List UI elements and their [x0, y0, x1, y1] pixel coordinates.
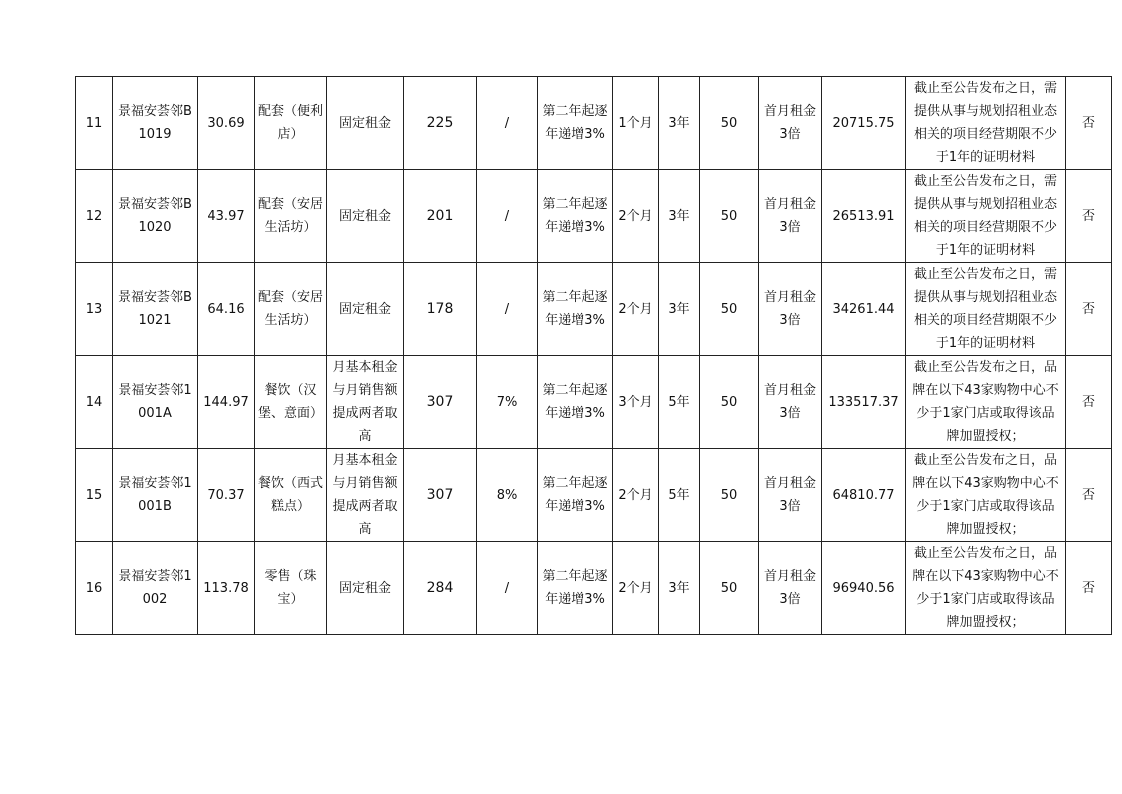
cell-name: 景福安荟邻1001B — [113, 449, 198, 542]
cell-price: 284 — [404, 542, 477, 635]
table-row — [76, 263, 1112, 356]
lease-table-container — [75, 76, 1111, 635]
cell-name: 景福安荟邻B1021 — [113, 263, 198, 356]
cell-deposit: 首月租金3倍 — [759, 263, 822, 356]
cell-deposit: 首月租金3倍 — [759, 449, 822, 542]
cell-term: 3年 — [659, 170, 700, 263]
cell-requirement: 截止至公告发布之日，品牌在以下43家购物中心不少于1家门店或取得该品牌加盟授权； — [906, 356, 1066, 449]
cell-flag: 否 — [1066, 356, 1112, 449]
cell-free-period: 2个月 — [613, 449, 659, 542]
cell-amount: 133517.37 — [822, 356, 906, 449]
cell-free-period: 2个月 — [613, 263, 659, 356]
cell-rent-type: 固定租金 — [327, 77, 404, 170]
cell-flag: 否 — [1066, 170, 1112, 263]
cell-no: 15 — [76, 449, 113, 542]
cell-rent-type: 月基本租金与月销售额提成两者取高 — [327, 356, 404, 449]
cell-no: 13 — [76, 263, 113, 356]
cell-rent-type: 固定租金 — [327, 263, 404, 356]
table-row — [76, 77, 1112, 170]
cell-increase: 第二年起逐年递增3% — [538, 263, 613, 356]
cell-name: 景福安荟邻1002 — [113, 542, 198, 635]
cell-deposit: 首月租金3倍 — [759, 356, 822, 449]
cell-ratio: 7% — [477, 356, 538, 449]
table-row — [76, 170, 1112, 263]
cell-use: 配套（安居生活坊） — [255, 263, 327, 356]
cell-score: 50 — [700, 170, 759, 263]
cell-area: 113.78 — [198, 542, 255, 635]
cell-ratio: / — [477, 77, 538, 170]
cell-rent-type: 固定租金 — [327, 170, 404, 263]
cell-amount: 26513.91 — [822, 170, 906, 263]
cell-no: 14 — [76, 356, 113, 449]
cell-term: 3年 — [659, 77, 700, 170]
cell-score: 50 — [700, 449, 759, 542]
cell-use: 零售（珠宝） — [255, 542, 327, 635]
cell-increase: 第二年起逐年递增3% — [538, 542, 613, 635]
cell-price: 307 — [404, 449, 477, 542]
cell-amount: 34261.44 — [822, 263, 906, 356]
cell-area: 70.37 — [198, 449, 255, 542]
cell-requirement: 截止至公告发布之日，需提供从事与规划招租业态相关的项目经营期限不少于1年的证明材料 — [906, 263, 1066, 356]
cell-area: 30.69 — [198, 77, 255, 170]
cell-requirement: 截止至公告发布之日，需提供从事与规划招租业态相关的项目经营期限不少于1年的证明材料 — [906, 170, 1066, 263]
cell-rent-type: 固定租金 — [327, 542, 404, 635]
cell-deposit: 首月租金3倍 — [759, 77, 822, 170]
cell-rent-type: 月基本租金与月销售额提成两者取高 — [327, 449, 404, 542]
cell-increase: 第二年起逐年递增3% — [538, 170, 613, 263]
cell-deposit: 首月租金3倍 — [759, 542, 822, 635]
cell-use: 餐饮（汉堡、意面） — [255, 356, 327, 449]
cell-free-period: 3个月 — [613, 356, 659, 449]
cell-free-period: 2个月 — [613, 542, 659, 635]
cell-flag: 否 — [1066, 449, 1112, 542]
cell-term: 3年 — [659, 263, 700, 356]
cell-term: 5年 — [659, 356, 700, 449]
cell-amount: 20715.75 — [822, 77, 906, 170]
cell-increase: 第二年起逐年递增3% — [538, 449, 613, 542]
cell-ratio: / — [477, 170, 538, 263]
cell-area: 64.16 — [198, 263, 255, 356]
cell-use: 配套（便利店） — [255, 77, 327, 170]
table-row — [76, 449, 1112, 542]
cell-area: 144.97 — [198, 356, 255, 449]
cell-free-period: 1个月 — [613, 77, 659, 170]
cell-no: 12 — [76, 170, 113, 263]
cell-price: 225 — [404, 77, 477, 170]
cell-use: 餐饮（西式糕点） — [255, 449, 327, 542]
cell-amount: 64810.77 — [822, 449, 906, 542]
cell-price: 178 — [404, 263, 477, 356]
lease-table — [75, 76, 1112, 635]
cell-requirement: 截止至公告发布之日，品牌在以下43家购物中心不少于1家门店或取得该品牌加盟授权； — [906, 449, 1066, 542]
cell-name: 景福安荟邻B1020 — [113, 170, 198, 263]
cell-use: 配套（安居生活坊） — [255, 170, 327, 263]
cell-ratio: 8% — [477, 449, 538, 542]
cell-increase: 第二年起逐年递增3% — [538, 356, 613, 449]
cell-flag: 否 — [1066, 263, 1112, 356]
cell-area: 43.97 — [198, 170, 255, 263]
cell-score: 50 — [700, 263, 759, 356]
cell-term: 5年 — [659, 449, 700, 542]
cell-requirement: 截止至公告发布之日，需提供从事与规划招租业态相关的项目经营期限不少于1年的证明材料 — [906, 77, 1066, 170]
cell-score: 50 — [700, 77, 759, 170]
table-row — [76, 542, 1112, 635]
cell-flag: 否 — [1066, 77, 1112, 170]
cell-deposit: 首月租金3倍 — [759, 170, 822, 263]
cell-free-period: 2个月 — [613, 170, 659, 263]
cell-no: 11 — [76, 77, 113, 170]
cell-requirement: 截止至公告发布之日，品牌在以下43家购物中心不少于1家门店或取得该品牌加盟授权； — [906, 542, 1066, 635]
cell-flag: 否 — [1066, 542, 1112, 635]
cell-score: 50 — [700, 356, 759, 449]
cell-name: 景福安荟邻B1019 — [113, 77, 198, 170]
cell-score: 50 — [700, 542, 759, 635]
cell-ratio: / — [477, 542, 538, 635]
cell-increase: 第二年起逐年递增3% — [538, 77, 613, 170]
cell-price: 307 — [404, 356, 477, 449]
cell-price: 201 — [404, 170, 477, 263]
cell-ratio: / — [477, 263, 538, 356]
cell-no: 16 — [76, 542, 113, 635]
table-row — [76, 356, 1112, 449]
cell-name: 景福安荟邻1001A — [113, 356, 198, 449]
cell-term: 3年 — [659, 542, 700, 635]
cell-amount: 96940.56 — [822, 542, 906, 635]
